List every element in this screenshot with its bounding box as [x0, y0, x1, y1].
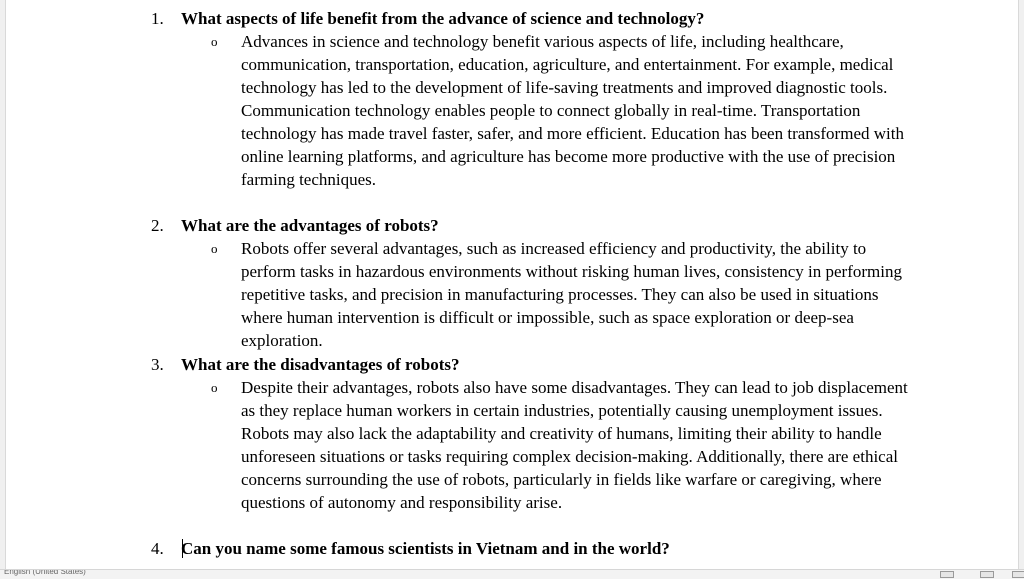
read-mode-button[interactable] — [940, 571, 954, 578]
answer-paragraph: Robots offer several advantages, such as increased efficiency and productivity, the ability to perform tasks in hazardous environments without risking human lives, consistency in performing repetitive tasks, and precision in manufacturing processes. They can also be used in situations where human intervention is difficult or impossible, such as space exploration or deep-sea exploration. — [241, 239, 902, 350]
bullet-icon: o — [211, 241, 218, 256]
question-heading: What aspects of life benefit from the advance of science and technology? — [181, 9, 705, 28]
item-number: 2. — [151, 216, 164, 235]
answer-paragraph: Advances in science and technology benefit various aspects of life, including healthcare, communication, transportation, education, agriculture, and entertainment. For example, medical technology has led to the development of life-saving treatments and improved diagnostic tools. Communication technology enables people to connect globally in real-time. Transportation technology has made travel faster, safer, and more efficient. Education has been transformed with online learning platforms, and agriculture has become more productive with the use of precision farming techniques. — [241, 32, 904, 189]
web-layout-button[interactable] — [1012, 571, 1024, 578]
language-indicator[interactable]: English (United States) — [4, 569, 86, 576]
item-number: 3. — [151, 355, 164, 374]
question-heading: What are the advantages of robots? — [181, 216, 439, 235]
bullet-icon: o — [211, 380, 218, 395]
document-page[interactable] — [5, 0, 1019, 569]
print-layout-button[interactable] — [980, 571, 994, 578]
question-heading: What are the disadvantages of robots? — [181, 355, 460, 374]
item-number: 1. — [151, 9, 164, 28]
answer-paragraph: Despite their advantages, robots also have some disadvantages. They can lead to job displacement as they replace human workers in certain industries, potentially causing unemployment issues. Robots may also lack the adaptability and creativity of humans, limiting their ability to handle unforeseen situations or tasks requiring complex decision-making. Additionally, there are ethical concerns surrounding the use of robots, particularly in fields like warfare or caregiving, where questions of autonomy and responsibility arise. — [241, 378, 908, 512]
bullet-icon: o — [211, 34, 218, 49]
item-number: 4. — [151, 539, 164, 558]
question-heading: Can you name some famous scientists in Vietnam and in the world? — [181, 539, 670, 558]
